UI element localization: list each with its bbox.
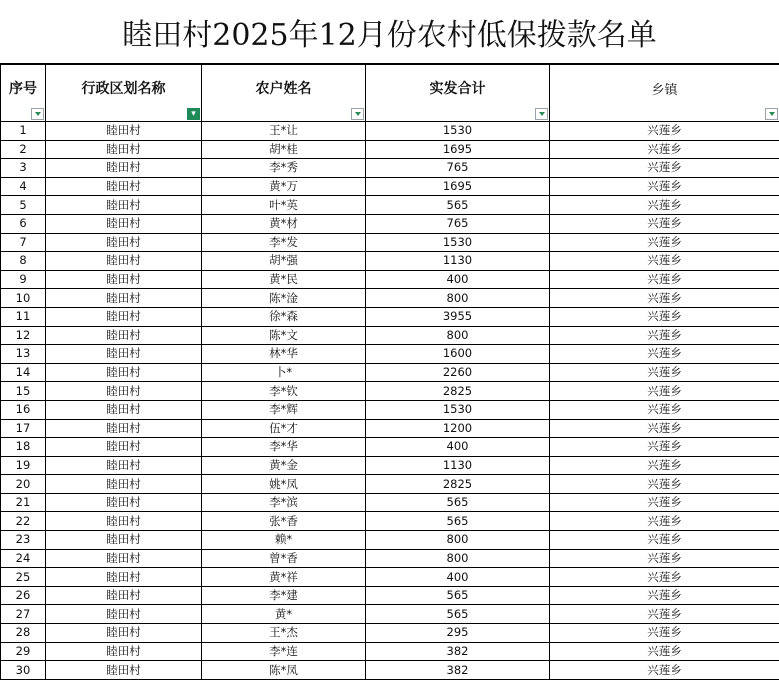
cell-name[interactable]: 胡*桂 <box>202 140 366 159</box>
cell-township[interactable]: 兴莲乡 <box>550 661 779 680</box>
cell-name[interactable]: 姚*凤 <box>202 475 366 494</box>
cell-amount[interactable]: 565 <box>366 196 550 215</box>
table-row <box>1 586 779 605</box>
allowance-table <box>0 64 779 680</box>
cell-name[interactable]: 李*华 <box>202 438 366 457</box>
table-row <box>1 345 779 364</box>
cell-name[interactable]: 黄*材 <box>202 214 366 233</box>
cell-name[interactable]: 黄*民 <box>202 270 366 289</box>
cell-amount[interactable]: 2825 <box>366 382 550 401</box>
cell-township[interactable]: 兴莲乡 <box>550 307 779 326</box>
cell-amount[interactable]: 400 <box>366 568 550 587</box>
table-row <box>1 475 779 494</box>
cell-region[interactable]: 睦田村 <box>46 493 202 512</box>
cell-township[interactable]: 兴莲乡 <box>550 400 779 419</box>
cell-township[interactable]: 兴莲乡 <box>550 549 779 568</box>
cell-amount[interactable]: 1530 <box>366 400 550 419</box>
cell-index[interactable]: 24 <box>1 549 46 568</box>
cell-index[interactable]: 22 <box>1 512 46 531</box>
header-row <box>1 65 779 122</box>
table-row <box>1 196 779 215</box>
cell-name[interactable]: 曾*香 <box>202 549 366 568</box>
header-label: 序号 <box>1 78 45 98</box>
cell-region[interactable]: 睦田村 <box>46 531 202 550</box>
cell-name[interactable]: 李*滨 <box>202 493 366 512</box>
table-row <box>1 140 779 159</box>
table-row <box>1 159 779 178</box>
cell-township[interactable]: 兴莲乡 <box>550 326 779 345</box>
header-label: 行政区划名称 <box>46 78 201 98</box>
cell-township[interactable]: 兴莲乡 <box>550 382 779 401</box>
cell-index[interactable]: 18 <box>1 438 46 457</box>
cell-region[interactable]: 睦田村 <box>46 122 202 141</box>
cell-index[interactable]: 25 <box>1 568 46 587</box>
cell-region[interactable]: 睦田村 <box>46 326 202 345</box>
cell-index[interactable]: 1 <box>1 122 46 141</box>
cell-region[interactable]: 睦田村 <box>46 270 202 289</box>
cell-amount[interactable]: 565 <box>366 586 550 605</box>
cell-index[interactable]: 26 <box>1 586 46 605</box>
header-label: 农户姓名 <box>202 78 365 98</box>
table-row <box>1 252 779 271</box>
cell-township[interactable]: 兴莲乡 <box>550 214 779 233</box>
header-region <box>46 65 202 122</box>
cell-index[interactable]: 11 <box>1 307 46 326</box>
cell-index[interactable]: 23 <box>1 531 46 550</box>
cell-township[interactable]: 兴莲乡 <box>550 419 779 438</box>
cell-amount[interactable]: 382 <box>366 661 550 680</box>
cell-name[interactable]: 李*钦 <box>202 382 366 401</box>
filter-dropdown-button[interactable] <box>535 108 548 120</box>
table-row <box>1 661 779 680</box>
filter-funnel-icon: ▾ <box>191 110 196 119</box>
table-row <box>1 624 779 643</box>
cell-name[interactable]: 王*让 <box>202 122 366 141</box>
header-label: 乡镇 <box>550 79 779 98</box>
chevron-down-icon <box>539 112 545 116</box>
cell-township[interactable]: 兴莲乡 <box>550 605 779 624</box>
cell-name[interactable]: 李*连 <box>202 642 366 661</box>
cell-township[interactable]: 兴莲乡 <box>550 177 779 196</box>
cell-name[interactable]: 陈*文 <box>202 326 366 345</box>
cell-amount[interactable]: 2260 <box>366 363 550 382</box>
cell-index[interactable]: 3 <box>1 159 46 178</box>
table-row <box>1 568 779 587</box>
cell-amount[interactable]: 400 <box>366 270 550 289</box>
cell-amount[interactable]: 295 <box>366 624 550 643</box>
cell-region[interactable]: 睦田村 <box>46 456 202 475</box>
cell-amount[interactable]: 1695 <box>366 177 550 196</box>
header-label: 实发合计 <box>366 78 549 98</box>
cell-township[interactable]: 兴莲乡 <box>550 531 779 550</box>
cell-index[interactable]: 12 <box>1 326 46 345</box>
table-row <box>1 400 779 419</box>
cell-index[interactable]: 6 <box>1 214 46 233</box>
cell-index[interactable]: 7 <box>1 233 46 252</box>
cell-name[interactable]: 卜* <box>202 363 366 382</box>
table-row <box>1 363 779 382</box>
cell-name[interactable]: 张*香 <box>202 512 366 531</box>
table-row <box>1 531 779 550</box>
cell-amount[interactable]: 1200 <box>366 419 550 438</box>
cell-name[interactable]: 李*建 <box>202 586 366 605</box>
cell-name[interactable]: 黄*祥 <box>202 568 366 587</box>
cell-township[interactable]: 兴莲乡 <box>550 270 779 289</box>
table-row <box>1 512 779 531</box>
cell-township[interactable]: 兴莲乡 <box>550 140 779 159</box>
cell-region[interactable]: 睦田村 <box>46 382 202 401</box>
cell-township[interactable]: 兴莲乡 <box>550 586 779 605</box>
table-row <box>1 438 779 457</box>
filter-active-button[interactable] <box>187 108 200 120</box>
cell-name[interactable]: 林*华 <box>202 345 366 364</box>
cell-amount[interactable]: 1695 <box>366 140 550 159</box>
cell-region[interactable]: 睦田村 <box>46 642 202 661</box>
cell-name[interactable]: 陈*淦 <box>202 289 366 308</box>
cell-region[interactable]: 睦田村 <box>46 289 202 308</box>
cell-township[interactable]: 兴莲乡 <box>550 475 779 494</box>
cell-name[interactable]: 徐*森 <box>202 307 366 326</box>
cell-index[interactable]: 5 <box>1 196 46 215</box>
cell-amount[interactable]: 1600 <box>366 345 550 364</box>
cell-amount[interactable]: 800 <box>366 531 550 550</box>
cell-township[interactable]: 兴莲乡 <box>550 122 779 141</box>
header-amount <box>366 65 550 122</box>
table-row <box>1 642 779 661</box>
cell-index[interactable]: 8 <box>1 252 46 271</box>
cell-name[interactable]: 胡*强 <box>202 252 366 271</box>
cell-township[interactable]: 兴莲乡 <box>550 642 779 661</box>
cell-township[interactable]: 兴莲乡 <box>550 289 779 308</box>
filter-dropdown-button[interactable] <box>31 108 44 120</box>
cell-amount[interactable]: 800 <box>366 326 550 345</box>
cell-index[interactable]: 21 <box>1 493 46 512</box>
cell-name[interactable]: 赖* <box>202 531 366 550</box>
cell-region[interactable]: 睦田村 <box>46 400 202 419</box>
cell-index[interactable]: 27 <box>1 605 46 624</box>
cell-name[interactable]: 李*秀 <box>202 159 366 178</box>
cell-region[interactable]: 睦田村 <box>46 438 202 457</box>
cell-name[interactable]: 黄*金 <box>202 456 366 475</box>
cell-index[interactable]: 28 <box>1 624 46 643</box>
cell-index[interactable]: 14 <box>1 363 46 382</box>
cell-region[interactable]: 睦田村 <box>46 345 202 364</box>
header-township <box>550 65 779 122</box>
cell-township[interactable]: 兴莲乡 <box>550 196 779 215</box>
cell-amount[interactable]: 1130 <box>366 456 550 475</box>
cell-amount[interactable]: 565 <box>366 605 550 624</box>
cell-amount[interactable]: 565 <box>366 512 550 531</box>
cell-name[interactable]: 李*辉 <box>202 400 366 419</box>
cell-township[interactable]: 兴莲乡 <box>550 233 779 252</box>
cell-index[interactable]: 2 <box>1 140 46 159</box>
cell-region[interactable]: 睦田村 <box>46 233 202 252</box>
cell-township[interactable]: 兴莲乡 <box>550 493 779 512</box>
cell-index[interactable]: 15 <box>1 382 46 401</box>
cell-region[interactable]: 睦田村 <box>46 624 202 643</box>
cell-township[interactable]: 兴莲乡 <box>550 624 779 643</box>
cell-amount[interactable]: 2825 <box>366 475 550 494</box>
cell-name[interactable]: 黄* <box>202 605 366 624</box>
table-row <box>1 307 779 326</box>
header-index <box>1 65 46 122</box>
cell-region[interactable]: 睦田村 <box>46 419 202 438</box>
cell-region[interactable]: 睦田村 <box>46 475 202 494</box>
table-row <box>1 177 779 196</box>
cell-township[interactable]: 兴莲乡 <box>550 252 779 271</box>
cell-region[interactable]: 睦田村 <box>46 177 202 196</box>
chevron-down-icon <box>355 112 361 116</box>
cell-name[interactable]: 黄*万 <box>202 177 366 196</box>
cell-amount[interactable]: 565 <box>366 493 550 512</box>
cell-amount[interactable]: 1530 <box>366 233 550 252</box>
table-row <box>1 456 779 475</box>
cell-amount[interactable]: 400 <box>366 438 550 457</box>
cell-region[interactable]: 睦田村 <box>46 549 202 568</box>
cell-township[interactable]: 兴莲乡 <box>550 438 779 457</box>
cell-amount[interactable]: 3955 <box>366 307 550 326</box>
cell-region[interactable]: 睦田村 <box>46 586 202 605</box>
filter-dropdown-button[interactable] <box>351 108 364 120</box>
table-row <box>1 605 779 624</box>
table-row <box>1 419 779 438</box>
cell-region[interactable]: 睦田村 <box>46 159 202 178</box>
cell-name[interactable]: 王*杰 <box>202 624 366 643</box>
cell-index[interactable]: 9 <box>1 270 46 289</box>
table-row <box>1 270 779 289</box>
table-row <box>1 289 779 308</box>
cell-name[interactable]: 叶*英 <box>202 196 366 215</box>
cell-region[interactable]: 睦田村 <box>46 307 202 326</box>
cell-amount[interactable]: 1530 <box>366 122 550 141</box>
cell-region[interactable]: 睦田村 <box>46 363 202 382</box>
table-row <box>1 493 779 512</box>
cell-name[interactable]: 陈*凤 <box>202 661 366 680</box>
cell-amount[interactable]: 800 <box>366 289 550 308</box>
filter-dropdown-button[interactable] <box>765 108 778 120</box>
cell-name[interactable]: 伍*才 <box>202 419 366 438</box>
cell-name[interactable]: 李*发 <box>202 233 366 252</box>
cell-index[interactable]: 10 <box>1 289 46 308</box>
table-row <box>1 214 779 233</box>
cell-index[interactable]: 16 <box>1 400 46 419</box>
table-row <box>1 549 779 568</box>
cell-region[interactable]: 睦田村 <box>46 140 202 159</box>
cell-index[interactable]: 17 <box>1 419 46 438</box>
cell-township[interactable]: 兴莲乡 <box>550 345 779 364</box>
cell-township[interactable]: 兴莲乡 <box>550 363 779 382</box>
cell-region[interactable]: 睦田村 <box>46 252 202 271</box>
cell-amount[interactable]: 800 <box>366 549 550 568</box>
cell-region[interactable]: 睦田村 <box>46 605 202 624</box>
cell-region[interactable]: 睦田村 <box>46 214 202 233</box>
cell-amount[interactable]: 765 <box>366 159 550 178</box>
cell-region[interactable]: 睦田村 <box>46 196 202 215</box>
cell-index[interactable]: 19 <box>1 456 46 475</box>
cell-index[interactable]: 13 <box>1 345 46 364</box>
cell-region[interactable]: 睦田村 <box>46 512 202 531</box>
cell-amount[interactable]: 382 <box>366 642 550 661</box>
cell-amount[interactable]: 765 <box>366 214 550 233</box>
cell-township[interactable]: 兴莲乡 <box>550 568 779 587</box>
table-row <box>1 233 779 252</box>
cell-index[interactable]: 29 <box>1 642 46 661</box>
table-row <box>1 382 779 401</box>
cell-index[interactable]: 20 <box>1 475 46 494</box>
cell-amount[interactable]: 1130 <box>366 252 550 271</box>
cell-region[interactable]: 睦田村 <box>46 568 202 587</box>
cell-region[interactable]: 睦田村 <box>46 661 202 680</box>
table-row <box>1 122 779 141</box>
cell-index[interactable]: 4 <box>1 177 46 196</box>
header-name <box>202 65 366 122</box>
sheet-title: 睦田村2025年12月份农村低保拨款名单 <box>0 0 779 64</box>
table-body <box>1 122 779 680</box>
cell-township[interactable]: 兴莲乡 <box>550 456 779 475</box>
cell-township[interactable]: 兴莲乡 <box>550 512 779 531</box>
chevron-down-icon <box>769 112 775 116</box>
chevron-down-icon <box>35 112 41 116</box>
table-row <box>1 326 779 345</box>
cell-township[interactable]: 兴莲乡 <box>550 159 779 178</box>
cell-index[interactable]: 30 <box>1 661 46 680</box>
